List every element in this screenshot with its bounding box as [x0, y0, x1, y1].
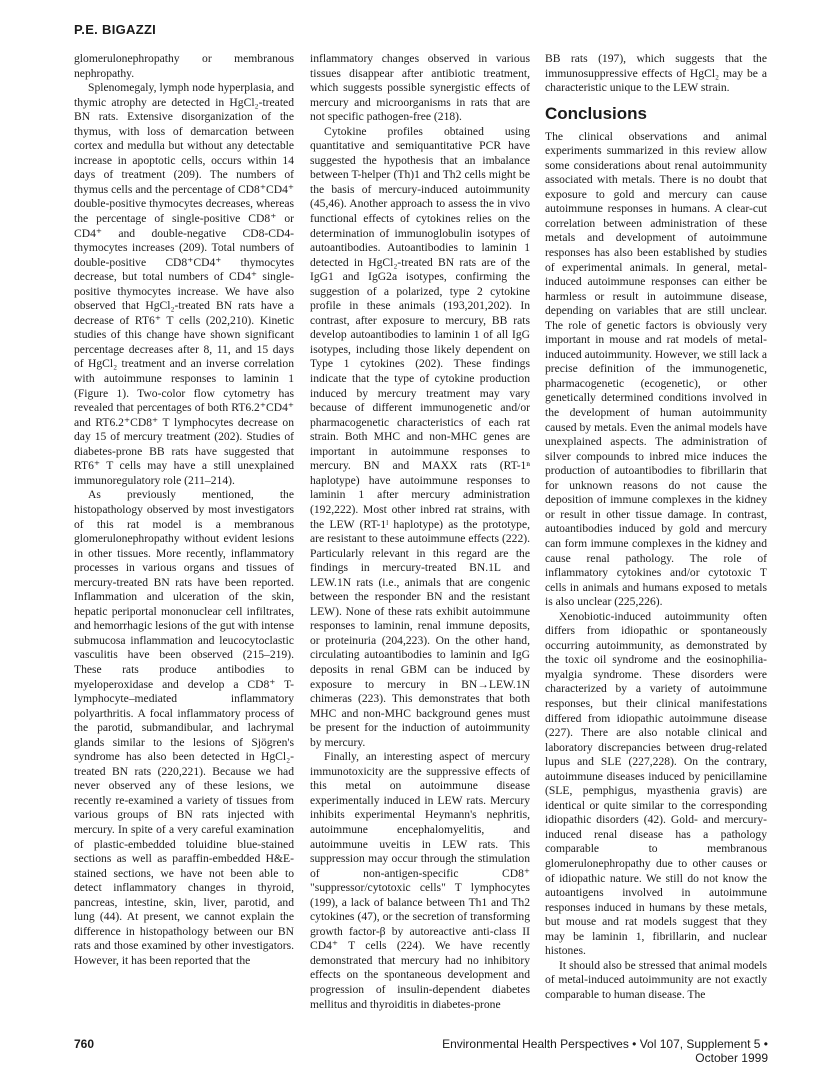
paragraph: inflammatory changes observed in various tissues disappear after antibiotic treatment, which suggests possible synergistic effects of mercury and microorganisms in rats that are not specific pathogen-free (218).	[310, 52, 530, 124]
paragraph: It should also be stressed that animal models of metal-induced autoimmunity are not exactly comparable to human disease. The	[545, 958, 767, 1001]
running-header-author: P.E. BIGAZZI	[74, 22, 157, 37]
paragraph: Splenomegaly, lymph node hyperplasia, and thymic atrophy are detected in HgCl₂-treated BN rats. Extensive disorganization of the thymus, with loss of demarcation between cortex and medulla but without any detectable increase in apoptotic cells, occurs within 14 days of treatment (209). The numbers of thymus cells and the percentage of CD8⁺CD4⁺ double-positive thymocytes decreases, whereas the percentage of single-positive CD8⁺ or CD4⁺ and double-negative CD8-CD4- thymocytes increases (209). Total numbers of double-positive CD8⁺CD4⁺ thymocytes decrease, but total numbers of CD4⁺ single-positive thymocytes increase. We have also observed that HgCl₂-treated BN rats have a decrease of RT6⁺ T cells (202,210). Kinetic studies of this change have shown significant percentage decreases after 8, 11, and 15 days of HgCl₂ treatment and an inverse correlation with autoimmune responses to laminin 1 (Figure 1). Two-color flow cytometry has revealed that percentages of both RT6.2⁺CD4⁺ and RT6.2⁺CD8⁺ T lymphocytes decrease on day 15 of mercury treatment (202). Studies of diabetes-prone BB rats have suggested that RT6⁺ T cells may have a still unexplained immunoregulatory role (211–214).	[74, 81, 294, 487]
paragraph: Xenobiotic-induced autoimmunity often differs from idiopathic or spontaneously occurring autoimmunity, as demonstrated by the toxic oil syndrome and the eosinophilia-myalgia syndrome. These disorders were characterized by a variety of autoimmune responses, but their clinical manifestations differed from idiopathic autoimmune disease (227). There are also notable clinical and laboratory discrepancies between drug-related lupus and SLE (227,228). On the contrary, autoimmune diseases induced by penicillamine (SLE, pemphigus, myasthenia gravis) are identical or quite similar to the corresponding idiopathic disorders (42). Gold- and mercury-induced renal disease has a pathology comparable to membranous glomerulonephropathy due to other causes or of idiopathic nature. We still do not know the autoantigens involved in autoimmune responses induced in humans by these metals, but mouse and rat models suggest that they may be laminin 1, fibrillarin, and nuclear histones.	[545, 609, 767, 958]
column-left	[74, 52, 294, 968]
paragraph: Finally, an interesting aspect of mercury immunotoxicity are the suppressive effects of this metal on autoimmune disease experimentally induced in LEW rats. Mercury inhibits experimental Heymann's nephritis, autoimmune encephalomyelitis, and autoimmune uveitis in LEW rats. This suppression may occur through the stimulation of non-antigen-specific CD8⁺ "suppressor/cytotoxic cells" T lymphocytes (199), a lack of balance between Th1 and Th2 cytokines (47), or the secretion of transforming growth factor-β by autoreactive anti-class II CD4⁺ T cells (224). We have recently demonstrated that mercury had no inhibitory effects on the spontaneous development and progression of insulin-dependent diabetes mellitus and thyroiditis in diabetes-prone	[310, 750, 530, 1011]
paragraph: Cytokine profiles obtained using quantitative and semiquantitative PCR have suggested the hypothesis that an imbalance between T-helper (Th)1 and Th2 cells might be the basis of mercury-induced autoimmunity (45,46). Another approach to assess the in vivo functional effects of cytokines relies on the determination of immunoglobulin isotypes of autoantibodies. Autoantibodies to laminin 1 detected in HgCl₂-treated BN rats are of the IgG1 and IgG2a isotypes, confirming the suggestion of a polarized, type 2 cytokine profile in these animals (193,201,202). In contrast, after exposure to mercury, BB rats develop autoantibodies to laminin 1 of all IgG isotypes, including those likely dependent on Type 1 cytokines (202). These findings indicate that the type of cytokine production induced by mercury treatment may vary because of different immunogenetic and/or pharmacogenetic characteristics of each rat strain. Both MHC and non-MHC genes are important in autoimmune responses to mercury. BN and MAXX rats (RT-1ⁿ haplotype) have autoimmune responses to laminin 1 after mercury administration (192,222). Most other inbred rat strains, with the LEW (RT-1ˡ haplotype) as the prototype, are resistant to these autoimmune effects (222). Particularly relevant in this regard are the findings in mercury-treated BN.1L and LEW.1N rats (i.e., animals that are congenic between the responder BN and the resistant LEW). None of these rats exhibit autoimmune responses to laminin, renal immune deposits, or proteinuria (204,223). On the other hand, circulating autoantibodies to laminin and IgG deposits in renal GBM can be induced by exposure to mercury in BN→LEW.1N chimeras (223). This demonstrates that both MHC and non-MHC background genes must be present for the induction of autoimmunity by mercury.	[310, 124, 530, 749]
column-middle	[310, 52, 530, 1012]
paragraph: As previously mentioned, the histopathology observed by most investigators of this rat model is a membranous glomerulonephropathy without evident lesions in other tissues. More recently, inflammatory processes in various organs and tissues of mercury-treated BN rats have been reported. Inflammation and ulceration of the skin, hepatic periportal mononuclear cell infiltrates, and hemorrhagic lesions of the gut with intense submucosa inflammation and leucocytoclastic vasculitis have been observed (215–219). These rats produce antibodies to myeloperoxidase and develop a CD8⁺ T-lymphocyte–mediated inflammatory polyarthritis. A focal inflammatory process of the parotid, submandibular, and lachrymal glands similar to the lesions of Sjögren's syndrome has also been detected in HgCl₂-treated BN rats (220,221). Because we had never observed any of these lesions, we recently re-examined a variety of tissues from various groups of BN rats injected with mercury. In spite of a very careful examination of plastic-embedded toluidine blue-stained sections as well as paraffin-embedded H&E-stained sections, we have not been able to detect inflammatory changes in thyroid, pancreas, intestine, skin, liver, parotid, and lung (44). At present, we cannot explain the difference in histopathology between our BN rats and those examined by other investigators. However, it has been reported that the	[74, 488, 294, 967]
paragraph: The clinical observations and animal experiments summarized in this review allow some considerations about renal autoimmunity associated with metals. There is no doubt that exposure to gold and mercury can cause autoimmune responses in humans. A clear-cut correlation between administration of these metals and development of autoimmune responses has also been established by studies of experimental animals. In general, metal-induced autoimmune responses can either be harmless or result in autoimmune disease, depending on variables that are still unclear. The role of genetic factors is obviously very important in mouse and rat models of metal-induced autoimmunity. However, we still lack a precise definition of the immunogenetic, pharmacogenetic (ecogenetic), or other genetically determined conditions involved in the development of human autoimmunity caused by metals. Even the animal models have unexplained aspects. The administration of silver compounds to inbred mice induces the production of autoantibodies to fibrillarin that for unknown reasons do not cause the deposition of immune complexes in the kidney or result in other tissue damage. In contrast, autoantibodies induced by gold and mercury can form immune complexes in the kidney and cause renal pathology. The role of inflammatory cytokines and/or cytotoxic T cells in animals and humans exposed to metals is also unclear (225,226).	[545, 129, 767, 609]
paragraph: glomerulonephropathy or membranous nephropathy.	[74, 52, 294, 80]
section-heading-conclusions: Conclusions	[545, 103, 648, 123]
journal-citation: Environmental Health Perspectives • Vol 107, Supplement 5 • October 1999	[442, 1037, 768, 1065]
page-number: 760	[74, 1037, 95, 1051]
paragraph: BB rats (197), which suggests that the immunosuppressive effects of HgCl₂ may be a characteristic unique to the LEW strain.	[545, 52, 767, 95]
column-right	[545, 52, 767, 1002]
